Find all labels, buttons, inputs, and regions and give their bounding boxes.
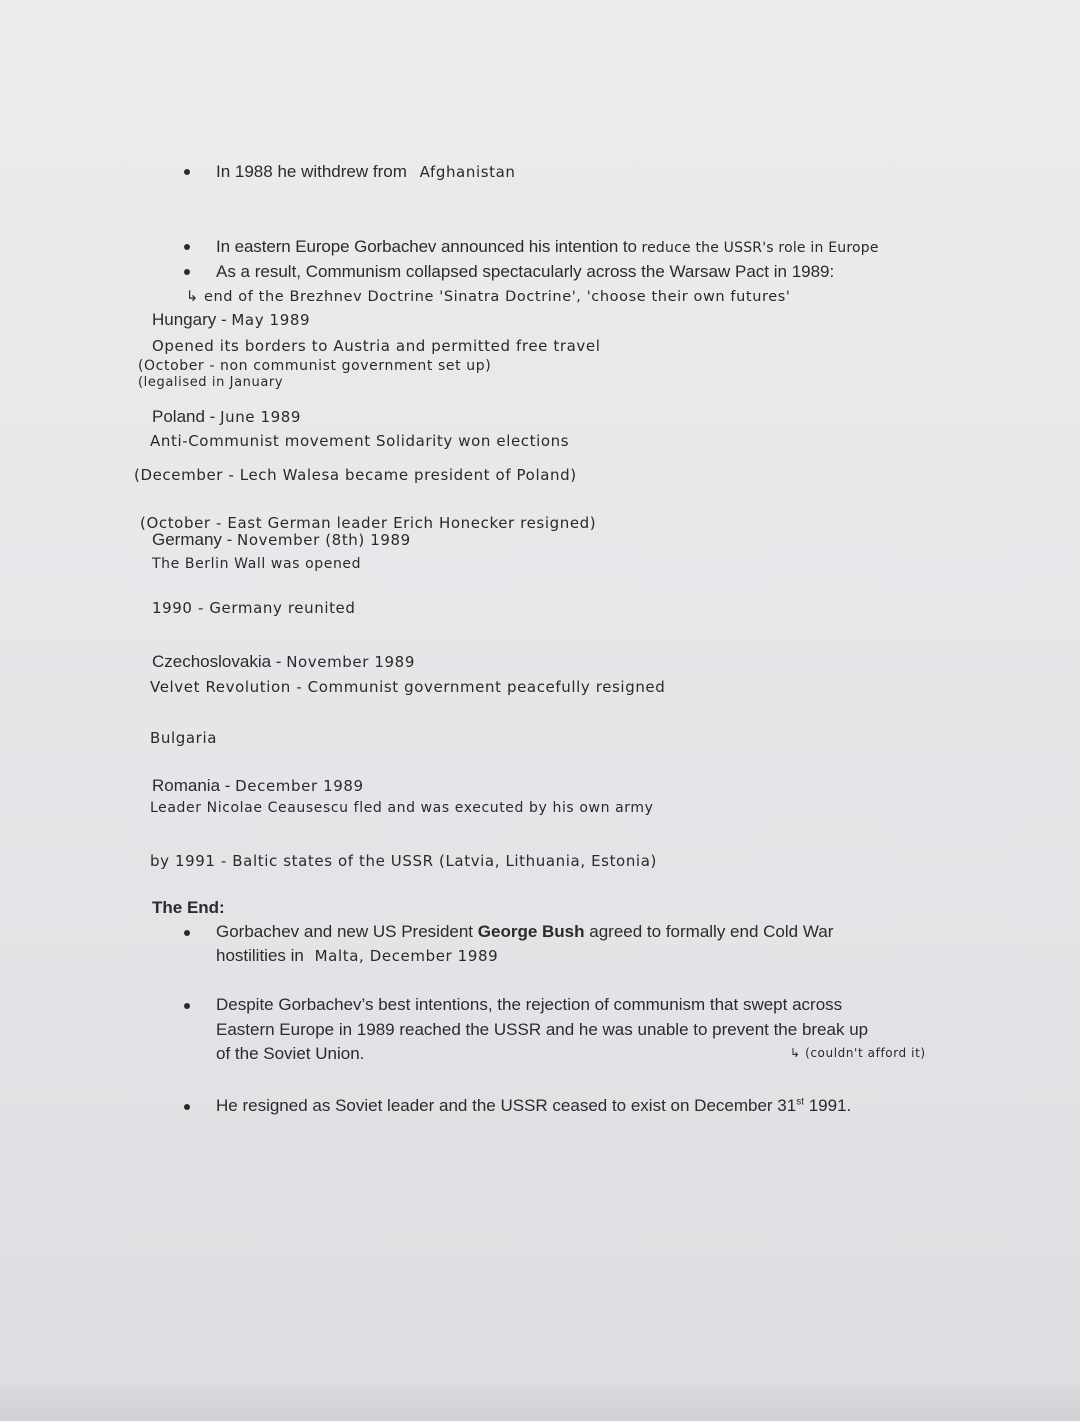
- hungary-heading: [152, 310, 310, 330]
- romania-line1: Leader Nicolae Ceausescu fled and was executed by his own army: [150, 800, 654, 816]
- eastern-europe-handwritten: reduce the USSR's role in Europe: [641, 240, 879, 256]
- czech-heading: [152, 652, 415, 672]
- germany-label: Germany -: [152, 530, 233, 549]
- baltic-line: by 1991 - Baltic states of the USSR (Latvia, Lithuania, Estonia): [150, 852, 657, 870]
- bullet-dot: [184, 244, 190, 250]
- poland-note: (December - Lech Walesa became president of Poland): [134, 466, 577, 484]
- germany-date: November (8th) 1989: [237, 531, 411, 549]
- end-b1-post: agreed to formally end Cold War: [589, 922, 834, 941]
- bullet-dot: [184, 1104, 190, 1110]
- end-bullet2-line2: Eastern Europe in 1989 reached the USSR and he was unable to prevent the break up: [216, 1020, 869, 1039]
- czech-date: November 1989: [286, 653, 415, 671]
- bullet-dot: [184, 269, 190, 275]
- end-b1-pre: Gorbachev and new US President: [216, 922, 474, 941]
- end-b3-sup: st: [796, 1096, 804, 1108]
- afghanistan-handwritten: Afghanistan: [419, 163, 516, 181]
- germany-line1: The Berlin Wall was opened: [152, 556, 362, 572]
- romania-date: December 1989: [235, 777, 364, 795]
- germany-heading: [152, 530, 411, 550]
- malta-handwritten: Malta, December 1989: [314, 947, 499, 965]
- bullet-dot: [184, 1003, 190, 1009]
- page-fold-shadow: [0, 1385, 1080, 1421]
- romania-heading: [152, 776, 364, 796]
- bullet-dot: [184, 930, 190, 936]
- end-bullet2-line1: Despite Gorbachev’s best intentions, the rejection of communism that swept across: [216, 995, 843, 1014]
- end-bullet1-line2: [216, 946, 498, 966]
- end-bullet1-line1: [216, 922, 833, 942]
- romania-label: Romania -: [152, 776, 231, 795]
- hungary-line1: Opened its borders to Austria and permitted free travel: [152, 337, 601, 355]
- poland-date: June 1989: [220, 408, 302, 426]
- bulgaria-heading: Bulgaria: [150, 729, 218, 747]
- end-heading: The End:: [152, 898, 225, 917]
- end-bullet3: [216, 1096, 851, 1116]
- czech-label: Czechoslovakia -: [152, 652, 282, 671]
- couldnt-afford-note: ↳ (couldn't afford it): [790, 1046, 926, 1060]
- afghanistan-typed: In 1988 he withdrew from: [216, 162, 407, 181]
- brezhnev-note: ↳ end of the Brezhnev Doctrine 'Sinatra Doctrine', 'choose their own futures': [186, 289, 791, 305]
- bullet-dot: [184, 169, 190, 175]
- hungary-paren2: (legalised in January: [138, 375, 284, 390]
- germany-note: (October - East German leader Erich Honecker resigned): [140, 514, 597, 532]
- end-b3-post: 1991.: [804, 1096, 852, 1115]
- czech-line1: Velvet Revolution - Communist government peacefully resigned: [150, 678, 666, 696]
- end-b3-pre: He resigned as Soviet leader and the USSR ceased to exist on December 31: [216, 1096, 797, 1115]
- end-bullet2-line3: of the Soviet Union.: [216, 1044, 365, 1063]
- poland-line1: Anti-Communist movement Solidarity won elections: [150, 432, 570, 450]
- eastern-europe-typed: In eastern Europe Gorbachev announced his intention to: [216, 237, 637, 256]
- hungary-paren1: (October - non communist government set up): [138, 358, 492, 374]
- afghanistan-text: [216, 162, 516, 182]
- hungary-label: Hungary -: [152, 310, 227, 329]
- germany-line2: 1990 - Germany reunited: [152, 599, 356, 617]
- end-b1-line2: hostilities in: [216, 946, 304, 965]
- poland-label: Poland -: [152, 407, 216, 426]
- hungary-date: May 1989: [231, 311, 311, 329]
- george-bush-bold: George Bush: [477, 922, 585, 941]
- poland-heading: [152, 407, 301, 427]
- collapse-text: As a result, Communism collapsed spectacularly across the Warsaw Pact in 1989:: [216, 262, 835, 281]
- eastern-europe-text: [216, 237, 879, 257]
